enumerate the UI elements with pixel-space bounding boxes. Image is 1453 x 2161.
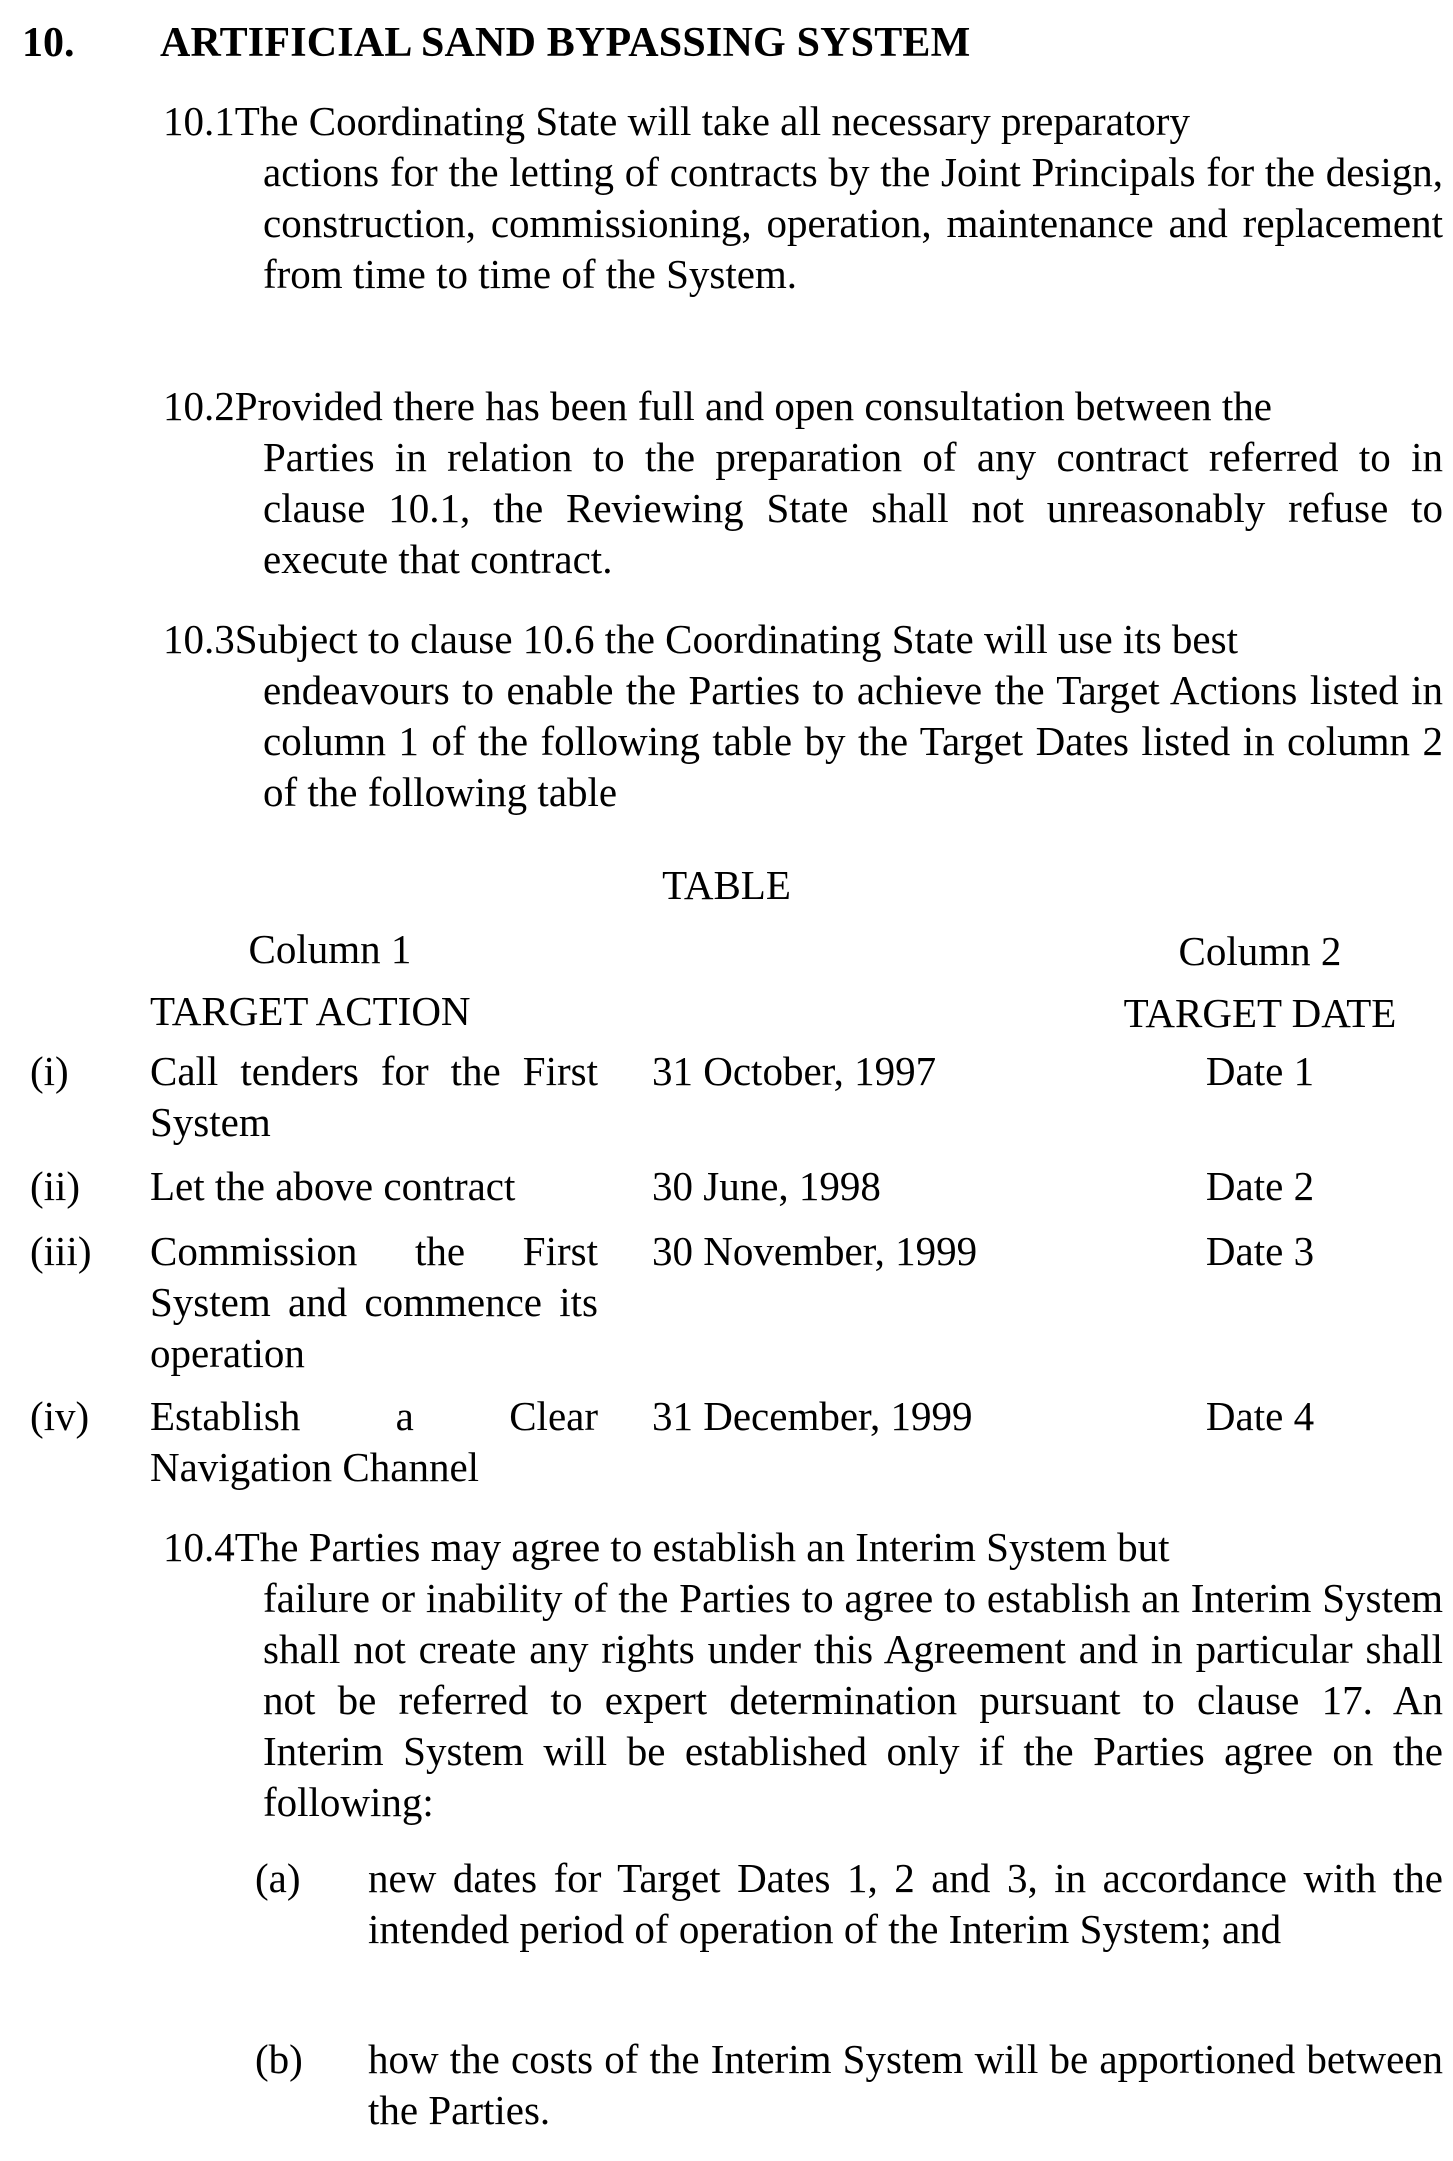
clause-10-1 xyxy=(163,96,1443,300)
clause-body: Parties in relation to the preparation of any contract referred to in clause 10.1, the Reviewing State shall not unreasonably refuse to execute that contract. xyxy=(263,434,1443,582)
clause-10-2 xyxy=(163,381,1443,585)
column-2-heading: TARGET DATE xyxy=(1123,990,1397,1036)
row-number: (iii) xyxy=(30,1228,92,1274)
row-number: (iv) xyxy=(30,1393,90,1439)
sub-item-text: how the costs of the Interim System will be apportioned between the Parties. xyxy=(368,2036,1443,2133)
row-date-label: Date 4 xyxy=(1205,1393,1315,1439)
section-title: ARTIFICIAL SAND BYPASSING SYSTEM xyxy=(160,20,971,66)
clause-number: 10.2 xyxy=(163,383,235,429)
clause-first-line: Subject to clause 10.6 the Coordinating State will use its best xyxy=(234,616,1238,662)
row-action: Commission the First System and commence its operation xyxy=(150,1228,598,1376)
clause-number: 10.4 xyxy=(163,1524,235,1570)
column-2-label: Column 2 xyxy=(1178,928,1342,974)
clause-first-line: The Parties may agree to establish an Interim System but xyxy=(234,1524,1170,1570)
clause-first-line: The Coordinating State will take all necessary preparatory xyxy=(234,98,1190,144)
column-1-heading: TARGET ACTION xyxy=(150,988,471,1034)
row-date: 30 June, 1998 xyxy=(652,1163,881,1209)
clause-number: 10.3 xyxy=(163,616,235,662)
table-title: TABLE xyxy=(662,862,791,908)
row-date-label: Date 1 xyxy=(1205,1048,1315,1094)
row-date: 31 December, 1999 xyxy=(652,1393,973,1439)
clause-number: 10.1 xyxy=(163,98,235,144)
clause-first-line: Provided there has been full and open consultation between the xyxy=(234,383,1272,429)
row-date: 31 October, 1997 xyxy=(652,1048,937,1094)
clause-body: failure or inability of the Parties to agree to establish an Interim System shall not create any rights under this Agreement and in particular shall not be referred to expert determination pursuant to clause 17. An Interim System will be established only if the Parties agree on the following: xyxy=(263,1575,1443,1825)
section-number: 10. xyxy=(22,20,75,66)
sub-item-label: (a) xyxy=(255,1855,301,1901)
row-number: (i) xyxy=(30,1048,69,1094)
sub-item-text: new dates for Target Dates 1, 2 and 3, in accordance with the intended period of operation of the Interim System; and xyxy=(368,1855,1443,1952)
row-action: Let the above contract xyxy=(150,1163,516,1209)
clause-body: endeavours to enable the Parties to achieve the Target Actions listed in column 1 of the following table by the Target Dates listed in column 2 of the following table xyxy=(263,667,1443,815)
clause-10-4 xyxy=(163,1522,1443,1828)
row-number: (ii) xyxy=(30,1163,81,1209)
clause-body: actions for the letting of contracts by the Joint Principals for the design, construction, commissioning, operation, maintenance and replacement from time to time of the System. xyxy=(263,149,1443,297)
row-action: Call tenders for the First System xyxy=(150,1048,598,1145)
row-date: 30 November, 1999 xyxy=(652,1228,978,1274)
row-date-label: Date 2 xyxy=(1205,1163,1315,1209)
sub-item-label: (b) xyxy=(255,2036,303,2082)
clause-10-3 xyxy=(163,614,1443,818)
column-1-label: Column 1 xyxy=(248,926,412,972)
row-date-label: Date 3 xyxy=(1205,1228,1315,1274)
row-action: Establish a Clear Navigation Channel xyxy=(150,1393,598,1490)
